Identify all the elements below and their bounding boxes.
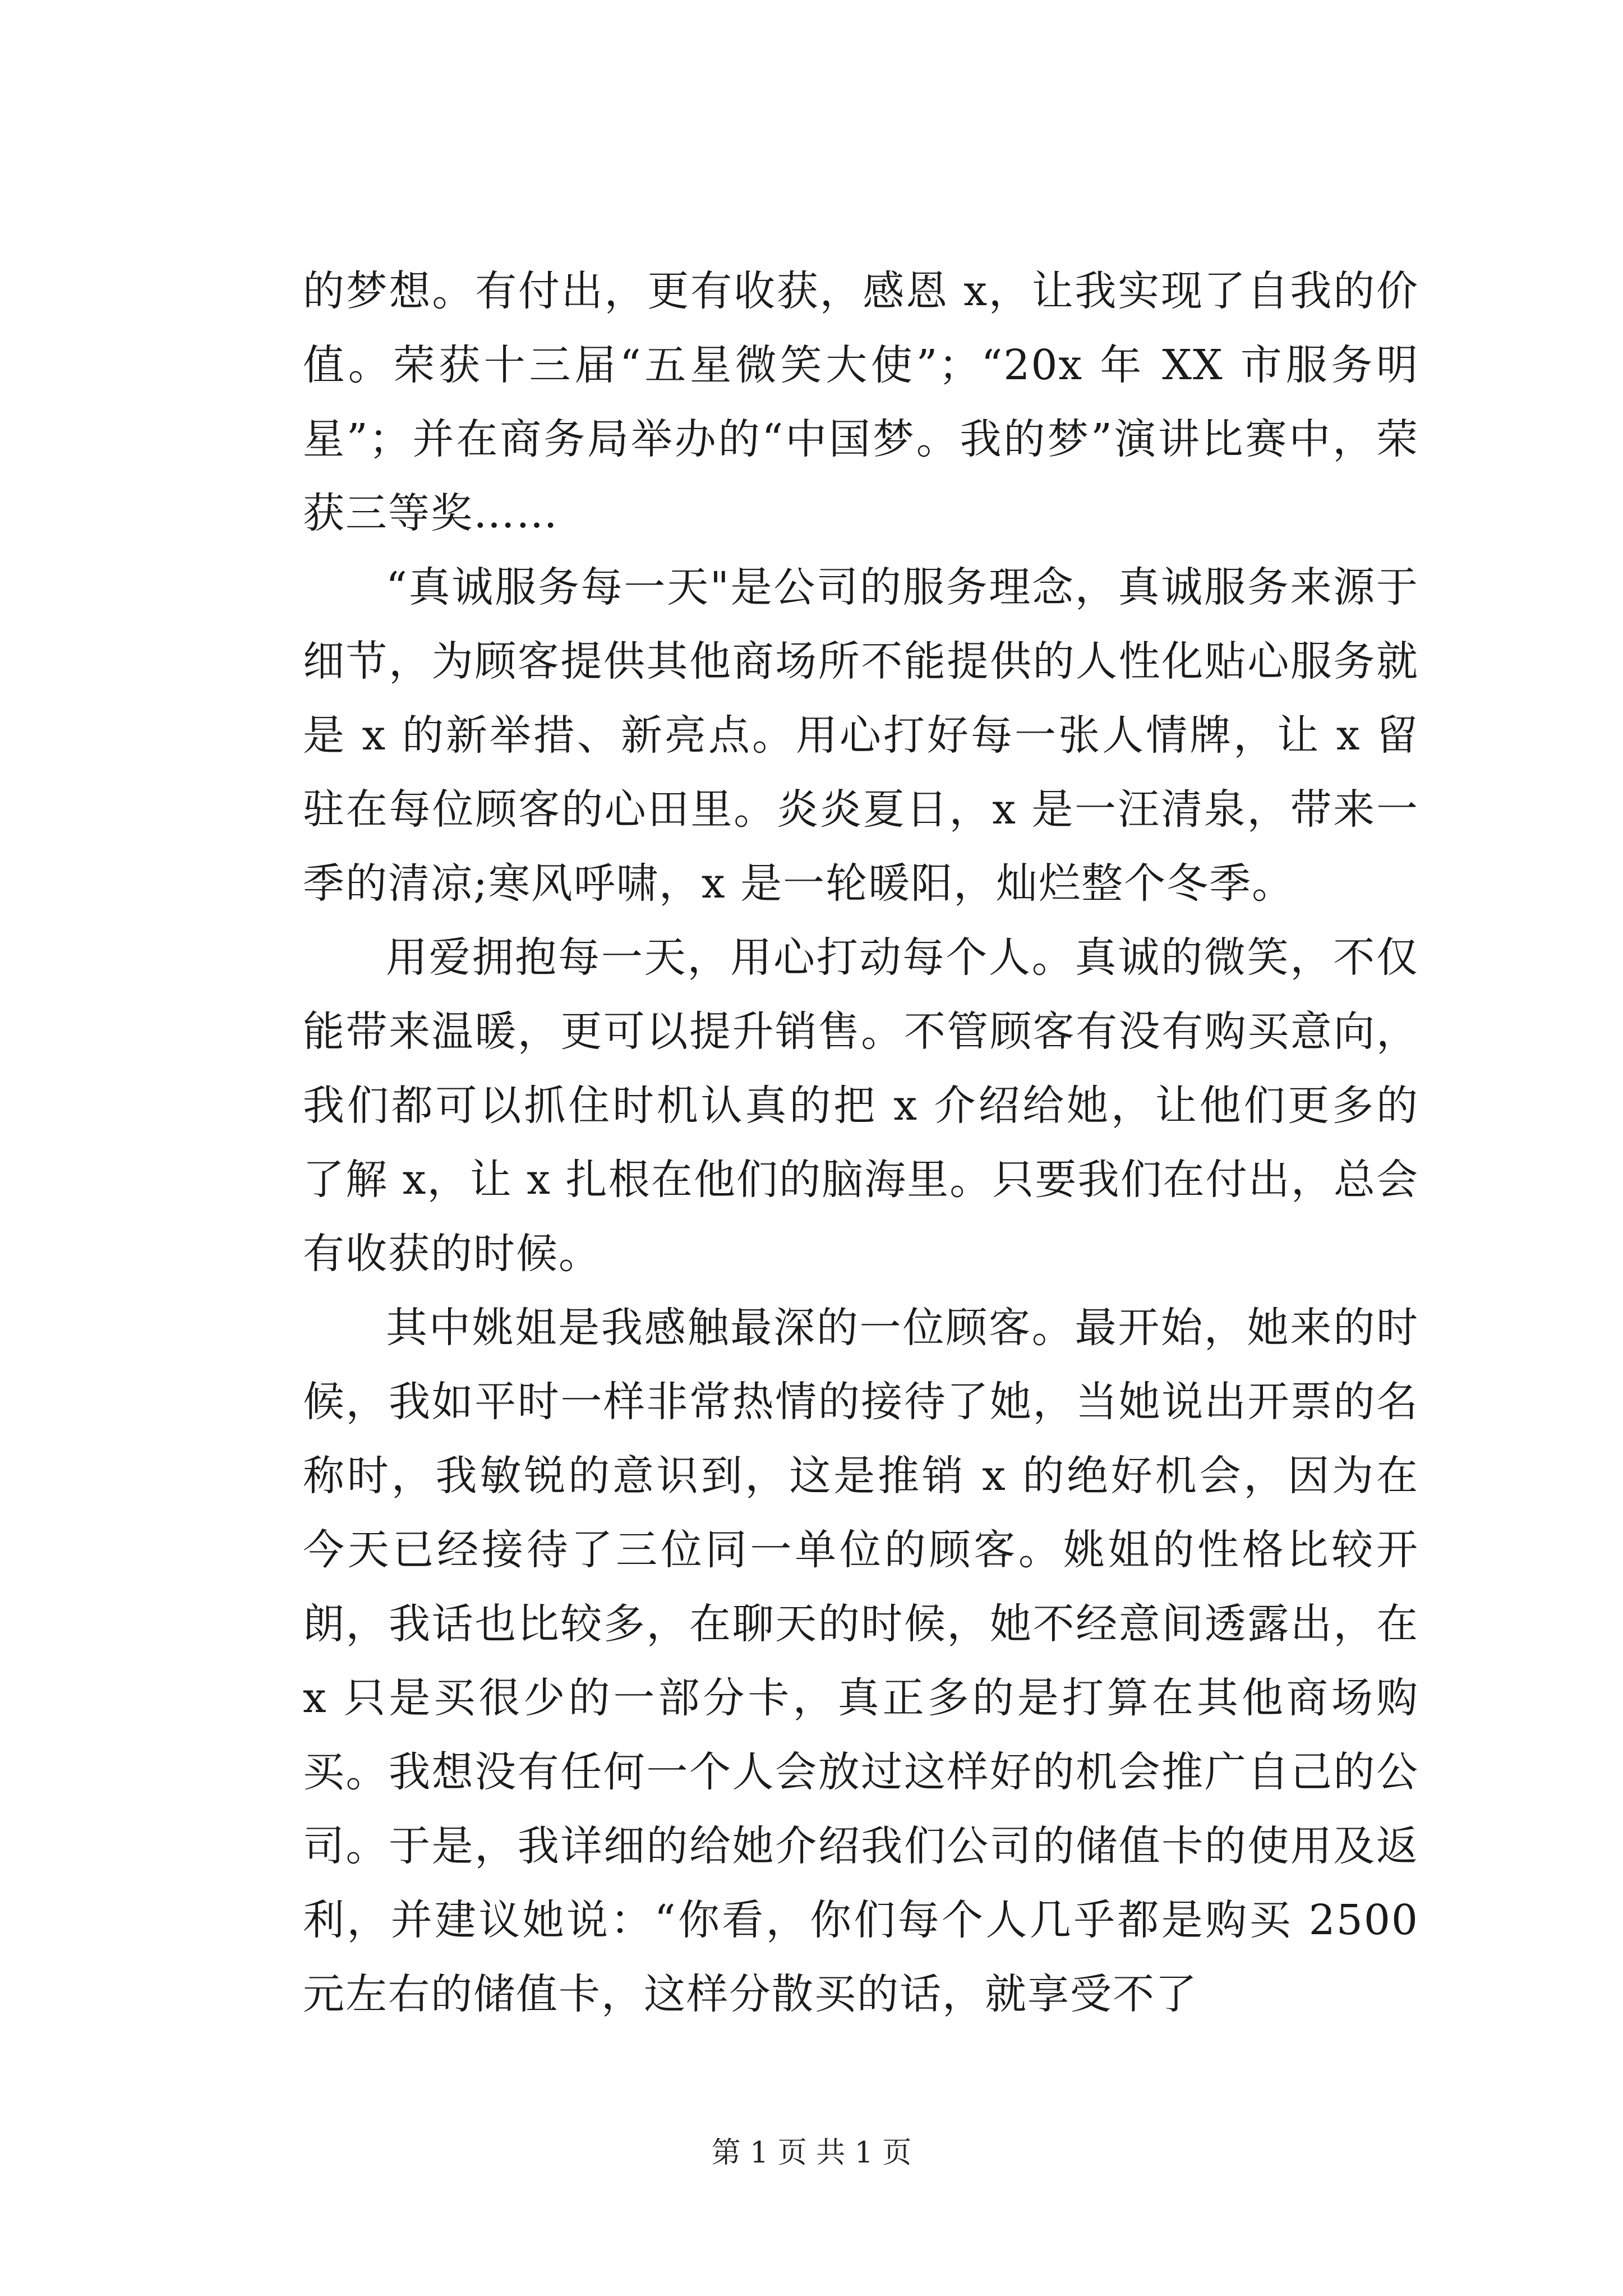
paragraph-4: 其中姚姐是我感触最深的一位顾客。最开始，她来的时候，我如平时一样非常热情的接待了她，当她说出开票的名称时，我敏锐的意识到，这是推销 x 的绝好机会，因为在今天已经接待了三位同一单位的顾客。姚姐的性格比较开朗，我话也比较多，在聊天的时候，她不经意间透露出，在 x 只是买很少的一部分卡，真正多的是打算在其他商场购买。我想没有任何一个人会放过这样好的机会推广自己的公司。于是，我详细的给她介绍我们公司的储值卡的使用及返利，并建议她说：“你看，你们每个人几乎都是购买 2500 元左右的储值卡，这样分散买的话，就享受不了 — [303, 1304, 1419, 2018]
paragraph-2: “真诚服务每一天"是公司的服务理念，真诚服务来源于细节，为顾客提供其他商场所不能提供的人性化贴心服务就是 x 的新举措、新亮点。用心打好每一张人情牌，让 x 留驻在每位顾客的心田里。炎炎夏日，x 是一汪清泉，带来一季的清凉;寒风呼啸，x 是一轮暖阳，灿烂整个冬季。 — [303, 563, 1419, 908]
paragraph-1: 的梦想。有付出，更有收获，感恩 x，让我实现了自我的价值。荣获十三届“五星微笑大使”；“20x 年 XX 市服务明星”；并在商务局举办的“中国梦。我的梦”演讲比赛中，荣获三等奖…… — [303, 267, 1419, 537]
body-text — [303, 254, 1419, 2031]
page-footer: 第 1 页 共 1 页 — [711, 2136, 912, 2170]
paragraph-3: 用爱拥抱每一天，用心打动每个人。真诚的微笑，不仅能带来温暖，更可以提升销售。不管顾客有没有购买意向，我们都可以抓住时机认真的把 x 介绍给她，让他们更多的了解 x，让 x 扎根在他们的脑海里。只要我们在付出，总会有收获的时候。 — [303, 933, 1419, 1278]
